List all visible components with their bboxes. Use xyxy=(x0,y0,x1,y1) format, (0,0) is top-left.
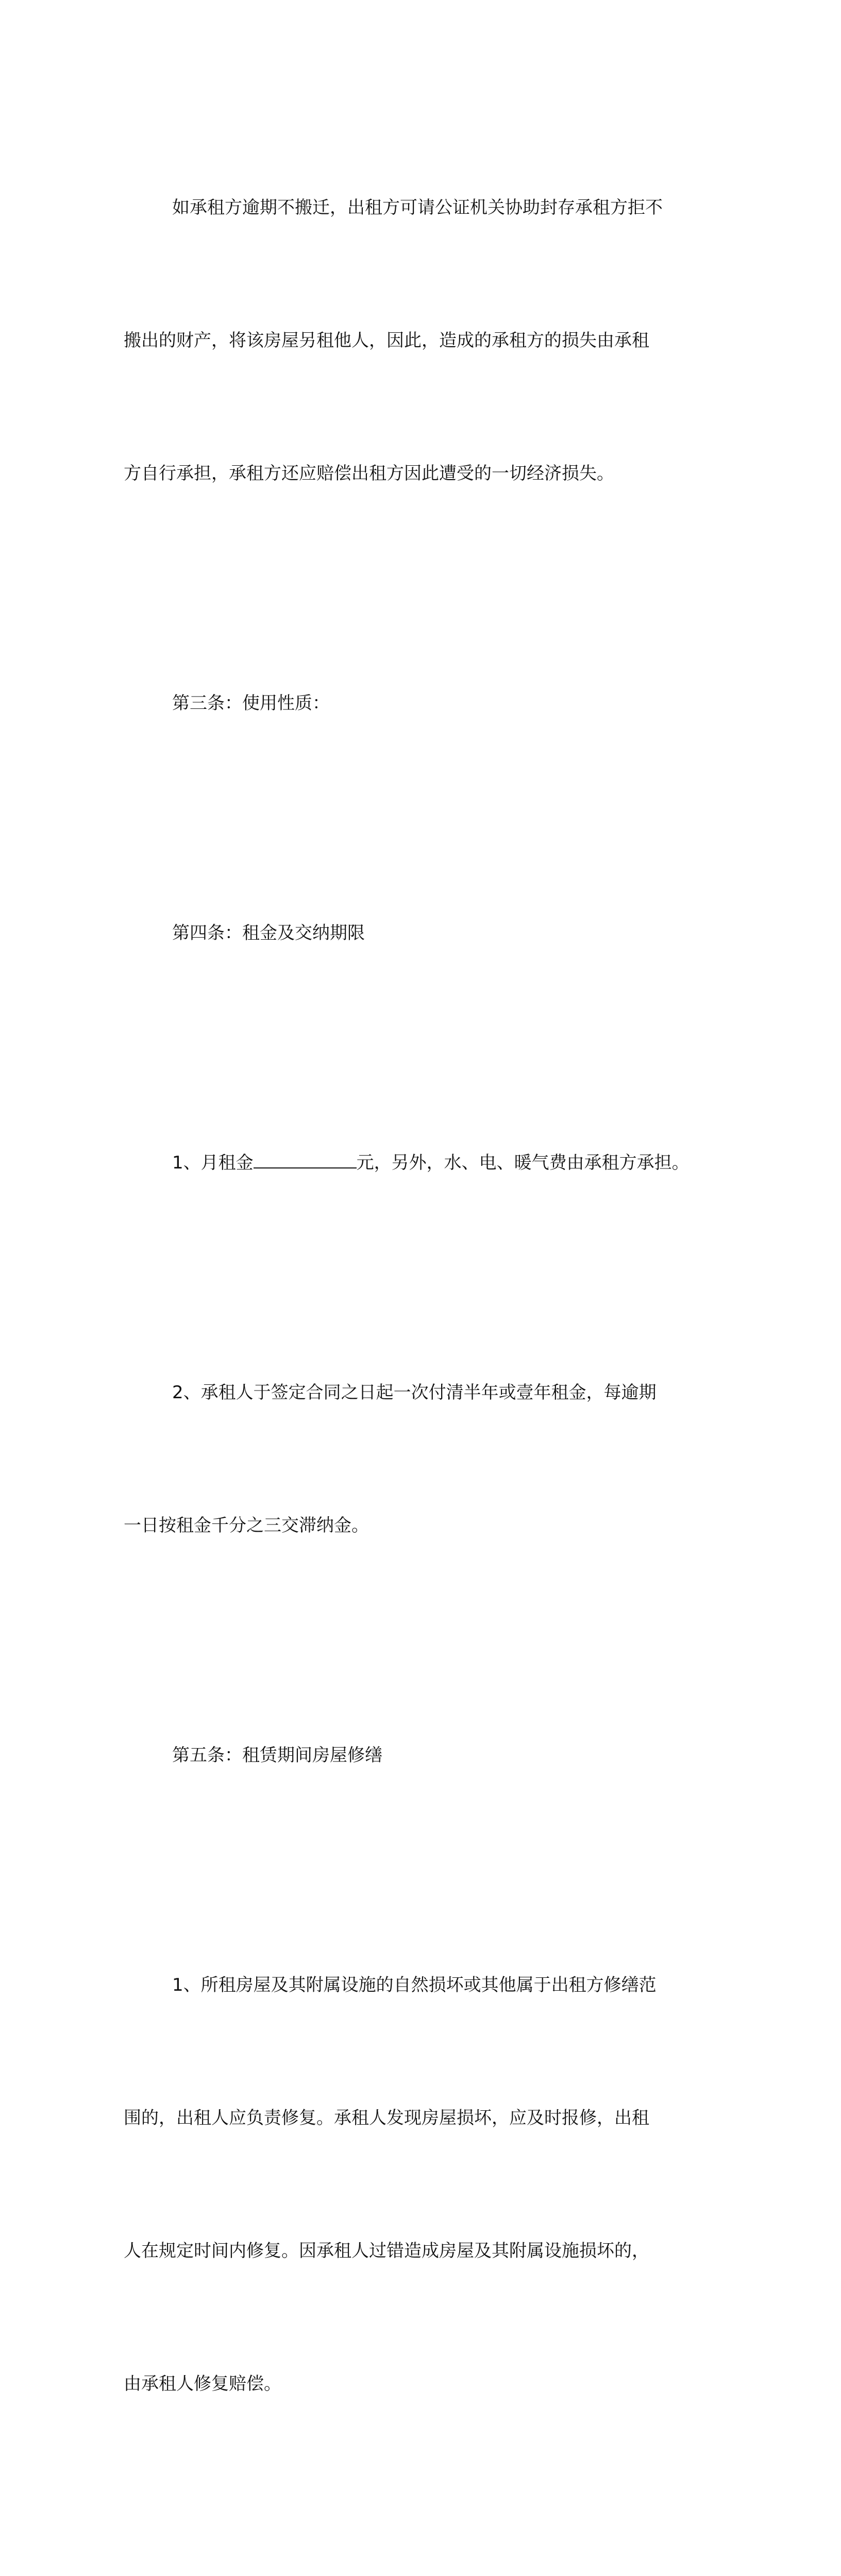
text-line: 方自行承担，承租方还应赔偿出租方因此遭受的一切经济损失。 xyxy=(124,463,614,484)
text-line: 第五条：租赁期间房屋修缮 xyxy=(172,1745,382,1766)
text-line: 围的，出租人应负责修复。承租人发现房屋损坏，应及时报修，出租 xyxy=(124,2108,649,2128)
rent-suffix: 元，另外，水、电、暖气费由承租方承担。 xyxy=(356,1153,689,1173)
rent-amount-blank xyxy=(254,1152,357,1168)
heading-article-4 xyxy=(124,822,727,1044)
text-line: 一日按租金千分之三交滞纳金。 xyxy=(124,1515,369,1536)
paragraph-proper-use xyxy=(124,2503,727,2576)
text-line: 如承租方逾期不搬迁，出租方可请公证机关协助封存承租方拒不 xyxy=(172,197,663,218)
text-line: 搬出的财产，将该房屋另租他人，因此，造成的承租方的损失由承租 xyxy=(124,330,649,351)
paragraph-payment-terms xyxy=(124,1282,727,1636)
rent-label: 1、月租金 xyxy=(172,1153,254,1173)
text-line: 1、所租房屋及其附属设施的自然损坏或其他属于出租方修缮范 xyxy=(172,1975,657,1995)
text-line: 第三条：使用性质： xyxy=(172,693,330,714)
paragraph-repair-duty xyxy=(124,1874,727,2495)
heading-article-5 xyxy=(124,1645,727,1866)
text-line: 人在规定时间内修复。因承租人过错造成房屋及其附属设施损坏的， xyxy=(124,2241,649,2261)
heading-article-3 xyxy=(124,592,727,814)
paragraph-monthly-rent xyxy=(124,1052,727,1274)
text-line: 2、承租人于签定合同之日起一次付清半年或壹年租金，每逾期 xyxy=(172,1382,657,1403)
document-body xyxy=(124,97,727,2576)
text-line: 第四条：租金及交纳期限 xyxy=(172,923,365,943)
paragraph-eviction-clause xyxy=(124,97,727,584)
text-line xyxy=(124,1141,727,1185)
text-line: 由承租人修复赔偿。 xyxy=(124,2374,281,2394)
